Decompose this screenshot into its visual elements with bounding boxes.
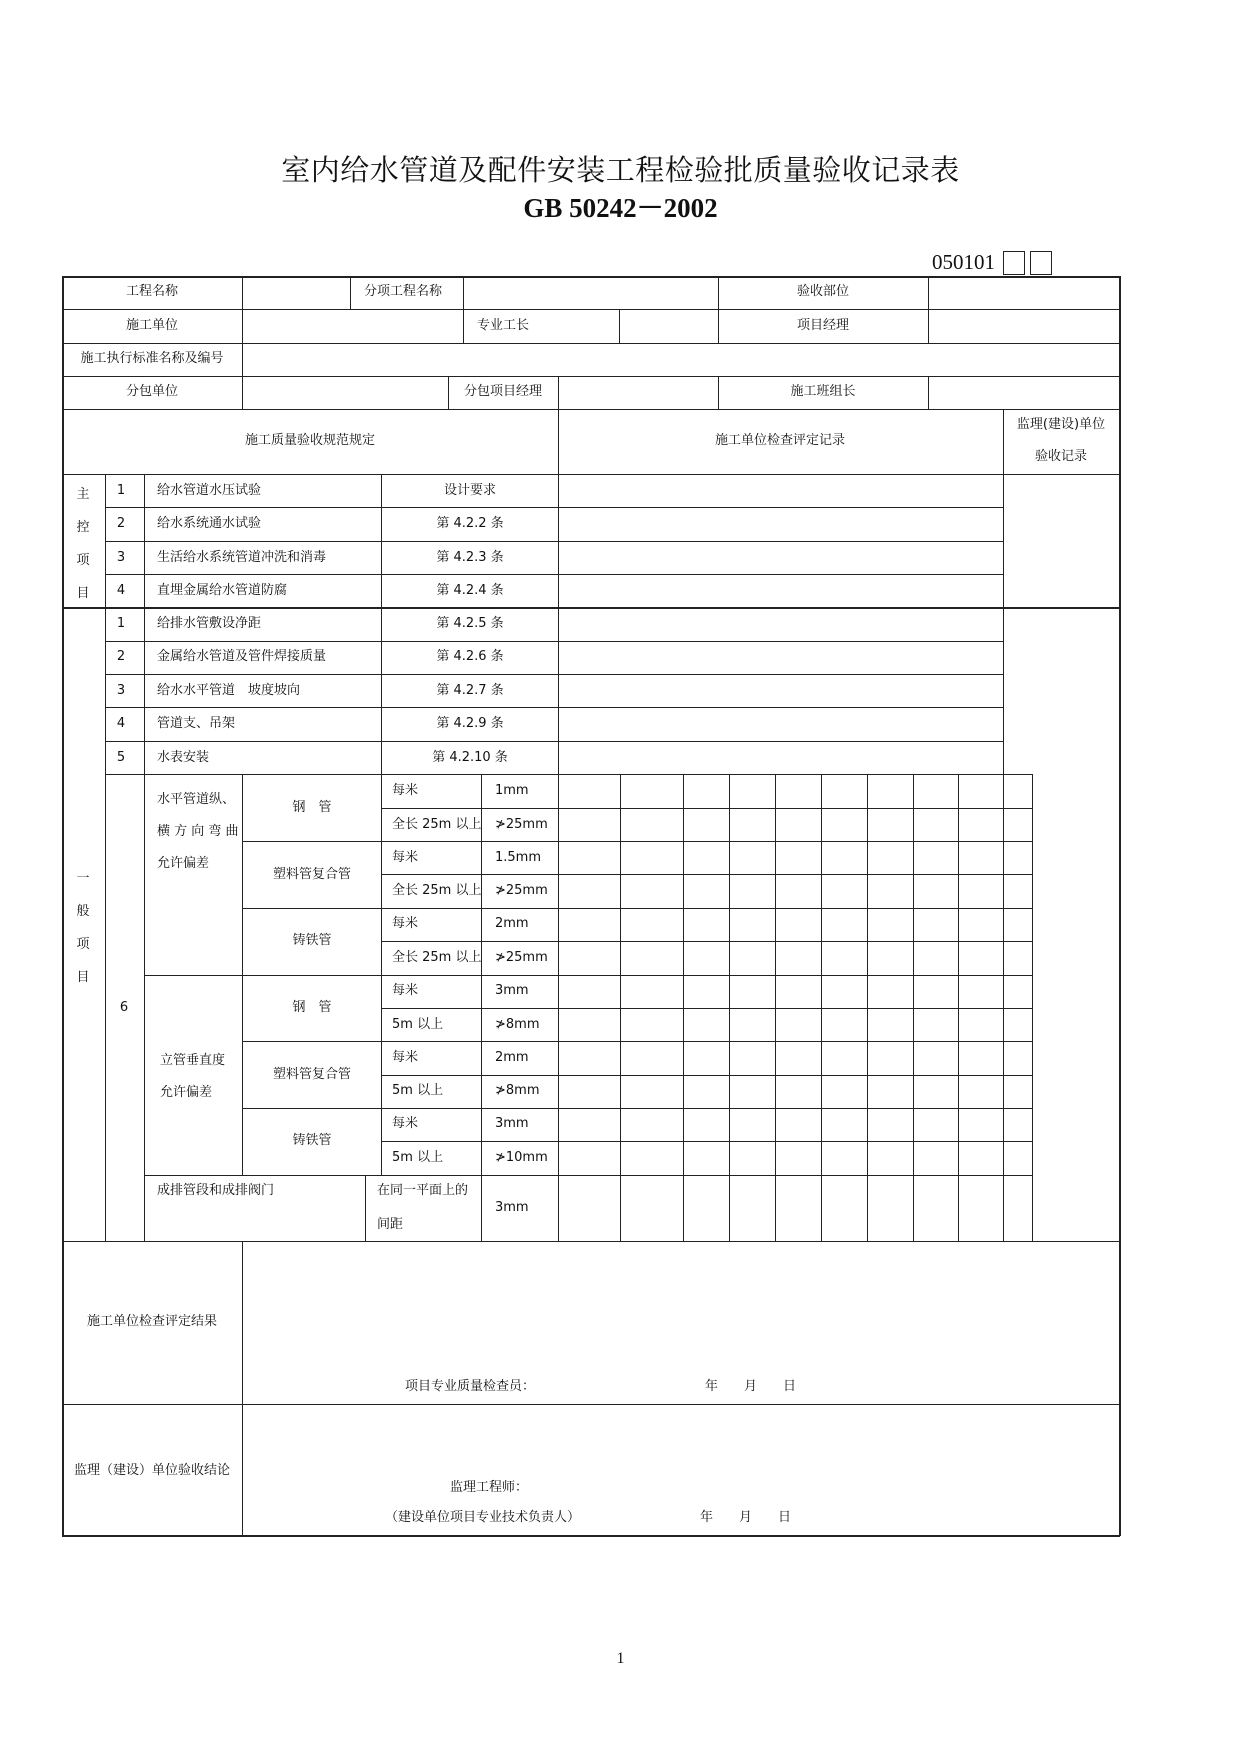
pipe-type: 铸铁管 [292, 933, 332, 948]
main-item-name: 给水管道水压试验 [157, 483, 262, 498]
quality-inspector-label: 项目专业质量检查员： [405, 1379, 536, 1394]
general-item-no: 5 [116, 750, 126, 765]
page-number: 1 [616, 1650, 625, 1667]
conclusion-date: 年 月 日 [700, 1510, 792, 1525]
general-item-no: 1 [116, 616, 126, 631]
tolerance-key: 每米 [392, 916, 419, 931]
general-item-req: 第 4.2.5 条 [436, 616, 504, 631]
pipe-type: 钢 管 [292, 1000, 332, 1015]
label-spec-column: 施工质量验收规范规定 [244, 433, 376, 448]
general-item-no: 4 [116, 716, 126, 731]
label-project-manager: 项目经理 [796, 318, 850, 333]
main-item-no: 3 [116, 550, 126, 565]
tolerance-key: 每米 [392, 1116, 419, 1131]
label-subcontract-unit: 分包单位 [125, 384, 179, 399]
main-item-req: 第 4.2.2 条 [436, 516, 504, 531]
conclusion-label: 监理（建设）单位验收结论 [73, 1463, 231, 1478]
main-control-label: 主 控 项 目 [76, 487, 90, 601]
tolerance-value: 3mm [495, 983, 529, 998]
main-item-name: 生活给水系统管道冲洗和消毒 [157, 550, 327, 565]
general-item-req: 第 4.2.10 条 [432, 750, 508, 765]
main-item-no: 1 [116, 483, 126, 498]
supervising-engineer-label: 监理工程师： [450, 1480, 529, 1495]
general-item-name: 给水水平管道 坡度坡向 [157, 683, 301, 698]
tolerance-value: 2mm [495, 916, 529, 931]
general-item-no: 3 [116, 683, 126, 698]
form-title: 室内给水管道及配件安装工程检验批质量验收记录表 [281, 153, 960, 187]
label-supervision-column-2: 验收记录 [1034, 449, 1088, 464]
general-item-name: 水表安装 [157, 750, 210, 765]
label-foreman: 专业工长 [476, 318, 530, 333]
main-item-no: 4 [116, 583, 126, 598]
pipe-type: 钢 管 [292, 800, 332, 815]
tolerance-key: 全长 25m 以上 [392, 883, 482, 898]
general-item-req: 第 4.2.6 条 [436, 649, 504, 664]
label-subcontract-manager: 分包项目经理 [463, 384, 543, 399]
tolerance-key: 5m 以上 [392, 1083, 444, 1098]
standard-code: GB 50242－2002 [523, 193, 718, 223]
valves-condition-1: 在同一平面上的 [377, 1183, 469, 1198]
result-label: 施工单位检查评定结果 [86, 1314, 218, 1329]
pipe-type: 铸铁管 [292, 1133, 332, 1148]
tolerance-value: ≯25mm [495, 950, 548, 965]
general-item-req: 第 4.2.7 条 [436, 683, 504, 698]
label-standard-name: 施工执行标准名称及编号 [80, 351, 224, 366]
tolerance-key: 全长 25m 以上 [392, 817, 482, 832]
main-item-req: 第 4.2.3 条 [436, 550, 504, 565]
tolerance-key: 5m 以上 [392, 1017, 444, 1032]
tolerance-key: 5m 以上 [392, 1150, 444, 1165]
general-item-req: 第 4.2.9 条 [436, 716, 504, 731]
valves-condition-2: 间距 [377, 1217, 404, 1232]
general-item-name: 给排水管敷设净距 [157, 616, 262, 631]
label-record-column: 施工单位检查评定记录 [714, 433, 846, 448]
label-team-leader: 施工班组长 [790, 384, 856, 399]
general-item-no: 2 [116, 649, 126, 664]
general-label: 一 般 项 目 [76, 871, 90, 985]
main-item-req: 第 4.2.4 条 [436, 583, 504, 598]
main-item-no: 2 [116, 516, 126, 531]
tolerance-value: ≯25mm [495, 817, 548, 832]
form-code-box-2[interactable] [1030, 251, 1052, 275]
tolerance-value: ≯25mm [495, 883, 548, 898]
tolerance-value: ≯10mm [495, 1150, 548, 1165]
vertical-deviation-label: 立管垂直度 允许偏差 [160, 1053, 226, 1100]
tolerance-key: 每米 [392, 783, 419, 798]
tolerance-value: 3mm [495, 1200, 529, 1215]
pipe-type: 塑料管复合管 [272, 867, 352, 882]
pipe-type: 塑料管复合管 [272, 1067, 352, 1082]
label-project-name: 工程名称 [125, 284, 179, 299]
label-sub-project: 分项工程名称 [363, 284, 443, 299]
form-code: 050101 [932, 250, 995, 274]
tolerance-key: 每米 [392, 983, 419, 998]
tolerance-value: ≯8mm [495, 1083, 540, 1098]
valves-item-name: 成排管段和成排阀门 [157, 1183, 275, 1198]
horizontal-deviation-label: 水平管道纵、 横 方 向 弯 曲 允许偏差 [157, 792, 239, 871]
general-item-name: 金属给水管道及管件焊接质量 [157, 649, 327, 664]
label-accept-part: 验收部位 [796, 284, 850, 299]
form-code-box-1[interactable] [1003, 251, 1025, 275]
tolerance-key: 每米 [392, 1050, 419, 1065]
tolerance-value: 1.5mm [495, 850, 542, 865]
main-item-name: 直埋金属给水管道防腐 [157, 583, 288, 598]
tolerance-key: 全长 25m 以上 [392, 950, 482, 965]
result-date: 年 月 日 [705, 1379, 797, 1394]
general-item-no: 6 [119, 1000, 129, 1015]
main-item-req: 设计要求 [443, 483, 497, 498]
tolerance-value: 2mm [495, 1050, 529, 1065]
general-item-name: 管道支、吊架 [157, 716, 236, 731]
tolerance-value: ≯8mm [495, 1017, 540, 1032]
tolerance-value: 3mm [495, 1116, 529, 1131]
label-construction-unit: 施工单位 [125, 318, 179, 333]
tolerance-value: 1mm [495, 783, 529, 798]
technical-lead-label: （建设单位项目专业技术负责人） [385, 1510, 581, 1525]
tolerance-key: 每米 [392, 850, 419, 865]
main-item-name: 给水系统通水试验 [157, 516, 262, 531]
label-supervision-column-1: 监理(建设)单位 [1016, 417, 1106, 432]
